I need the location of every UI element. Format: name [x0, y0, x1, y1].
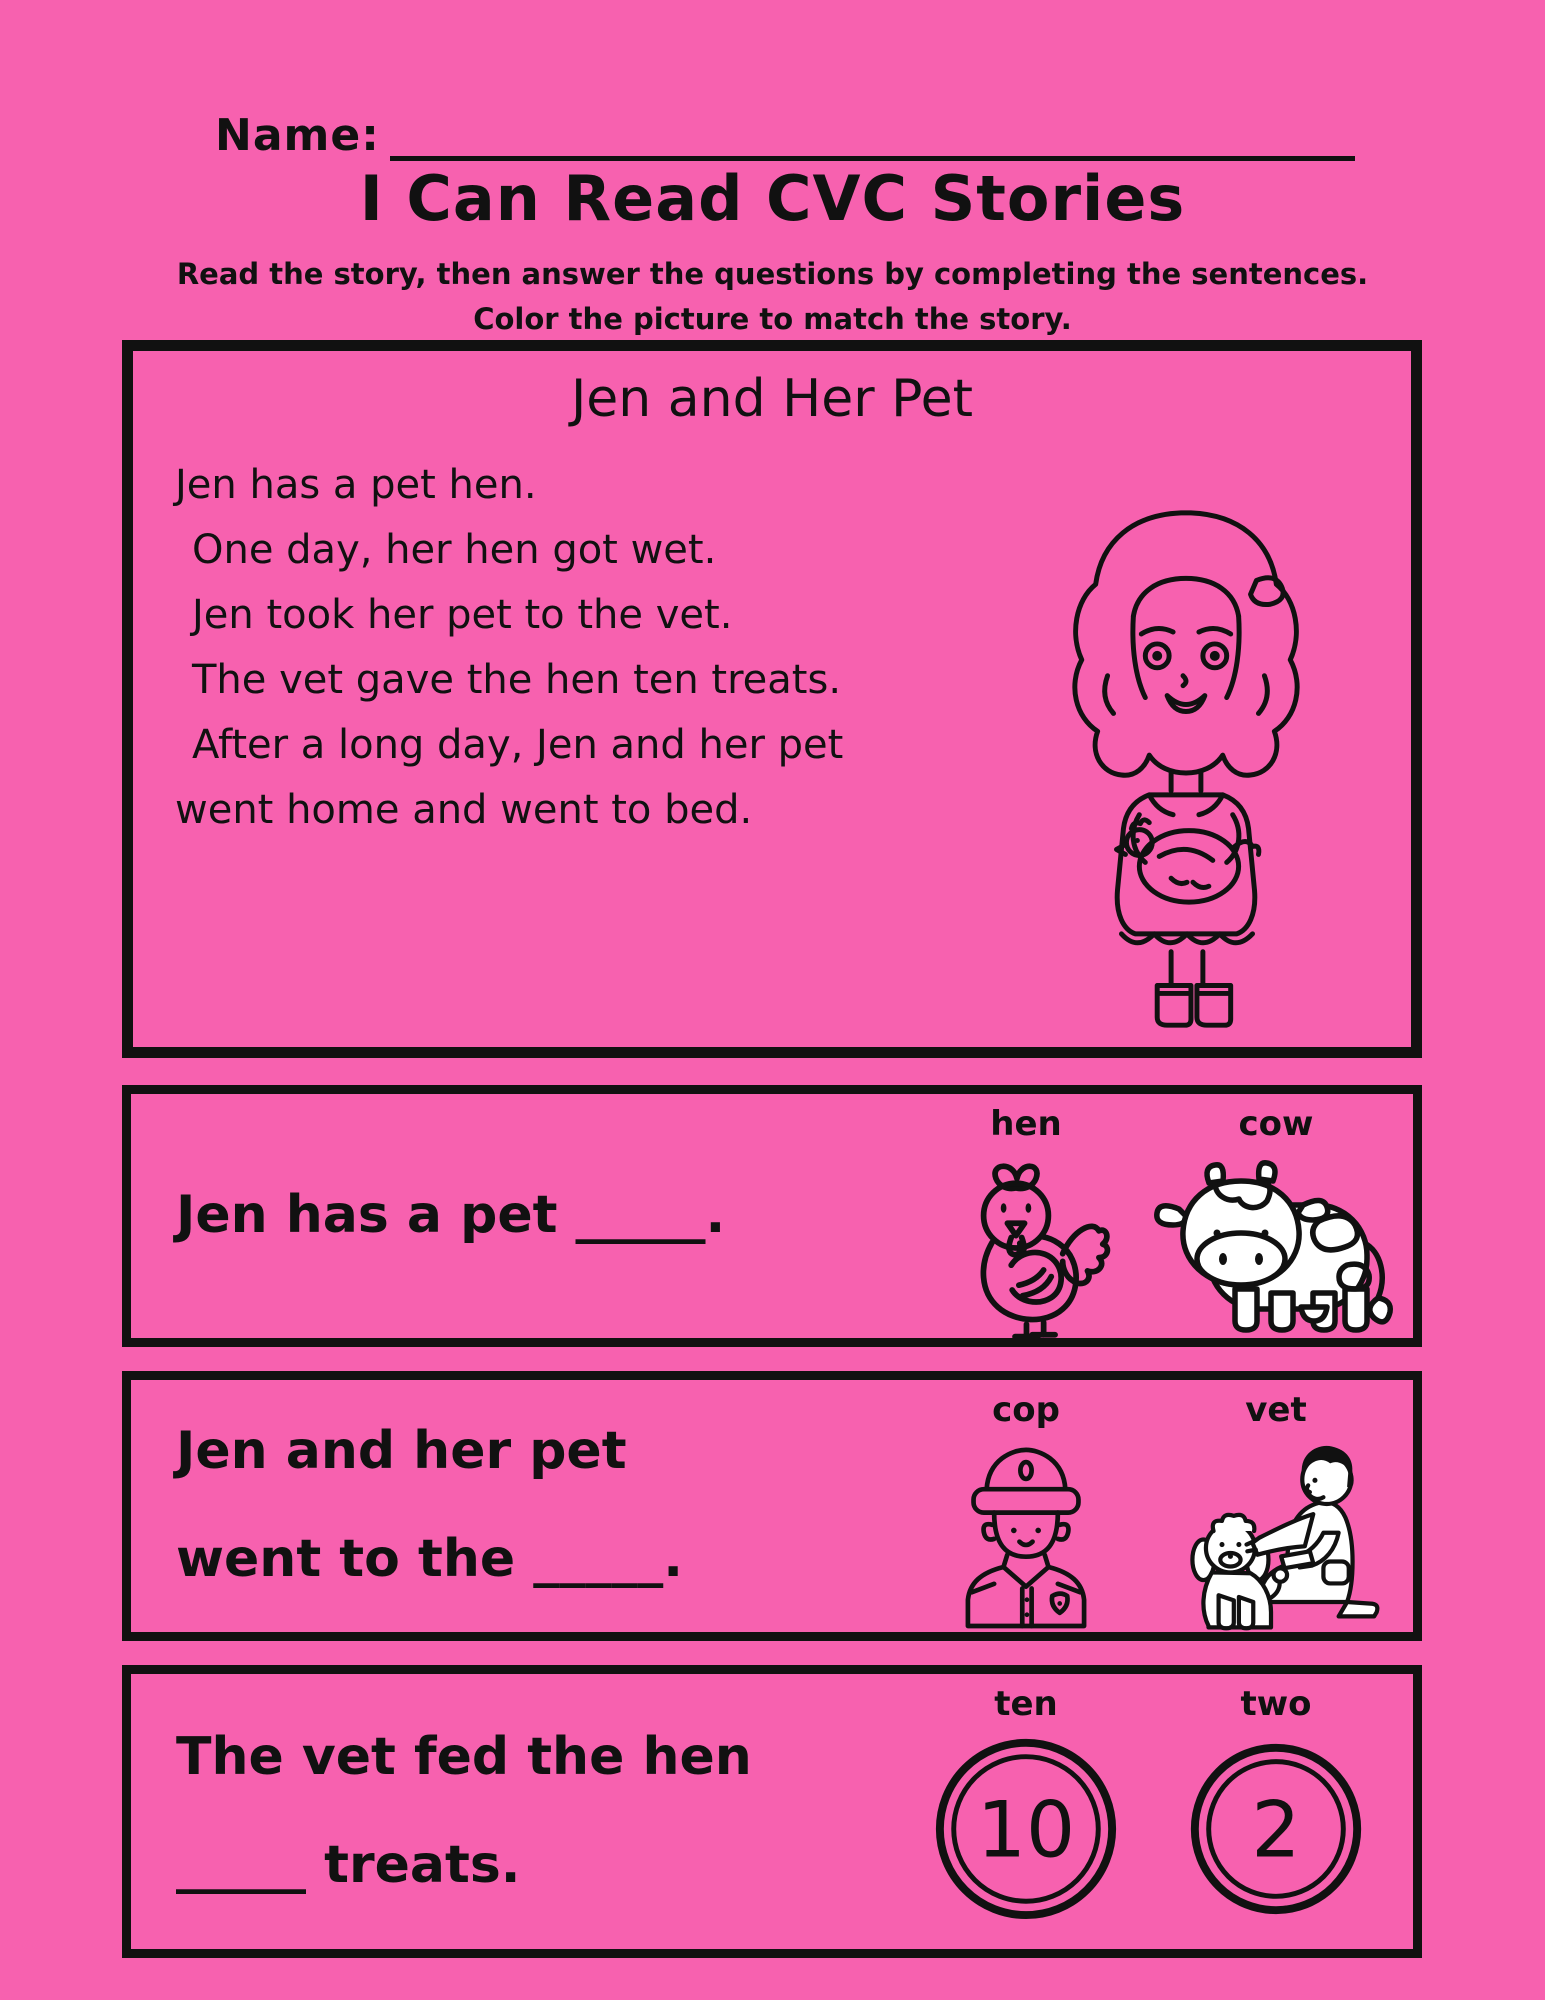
question-1-options [901, 1094, 1413, 1338]
coin-two-number: 2 [1251, 1786, 1301, 1877]
story-title: Jen and Her Pet [570, 369, 974, 429]
question-3-text [131, 1674, 901, 1949]
question-box-2 [122, 1371, 1422, 1641]
story-line: Jen has a pet hen. [175, 462, 537, 508]
question-1-text [131, 1094, 901, 1338]
girl-with-hen-illustration [1021, 497, 1351, 1053]
option-cow-label: cow [1238, 1104, 1314, 1144]
option-hen [901, 1094, 1151, 1338]
option-cop [901, 1380, 1151, 1632]
question-2-line-2: went to the _____. [176, 1529, 683, 1589]
question-3-line-1: The vet fed the hen [176, 1726, 752, 1787]
story-line: Jen took her pet to the vet. [192, 592, 733, 638]
option-cow [1151, 1094, 1401, 1338]
question-2-text [131, 1380, 901, 1632]
cow-icon [1151, 1147, 1401, 1337]
option-two-label: two [1240, 1684, 1312, 1724]
hen-icon [940, 1147, 1112, 1338]
instructions [0, 252, 1545, 342]
story-line: The vet gave the hen ten treats. [192, 657, 842, 703]
question-box-3 [122, 1665, 1422, 1958]
coin-ten-icon [931, 1727, 1121, 1925]
option-vet-label: vet [1245, 1390, 1307, 1430]
coin-two-icon [1181, 1727, 1371, 1925]
name-label: Name: [215, 110, 380, 161]
story-line: One day, her hen got wet. [192, 527, 717, 573]
question-box-1 [122, 1085, 1422, 1347]
instructions-line-2: Color the picture to match the story. [473, 301, 1072, 336]
option-hen-label: hen [990, 1104, 1062, 1144]
page-title: I Can Read CVC Stories [359, 162, 1186, 235]
option-vet [1151, 1380, 1401, 1632]
cop-icon [947, 1433, 1105, 1632]
option-ten [901, 1674, 1151, 1949]
instructions-line-1: Read the story, then answer the questions by completing the sentences. [176, 257, 1369, 291]
name-blank-line [390, 104, 1355, 161]
question-2-options [901, 1380, 1413, 1632]
question-3-options [901, 1674, 1413, 1949]
story-line: went home and went to bed. [175, 787, 753, 833]
option-two [1151, 1674, 1401, 1949]
story-line: After a long day, Jen and her pet [192, 722, 844, 768]
question-2-line-1: Jen and her pet [176, 1421, 627, 1482]
question-1-line-1: Jen has a pet _____. [176, 1185, 726, 1246]
story-text [175, 453, 843, 843]
story-box [122, 340, 1422, 1058]
option-ten-label: ten [994, 1684, 1058, 1724]
vet-with-dog-icon [1154, 1433, 1399, 1632]
question-3-line-2: _____ treats. [176, 1834, 521, 1895]
option-cop-label: cop [992, 1390, 1060, 1430]
name-row [215, 104, 1355, 161]
coin-ten-number: 10 [976, 1786, 1076, 1877]
